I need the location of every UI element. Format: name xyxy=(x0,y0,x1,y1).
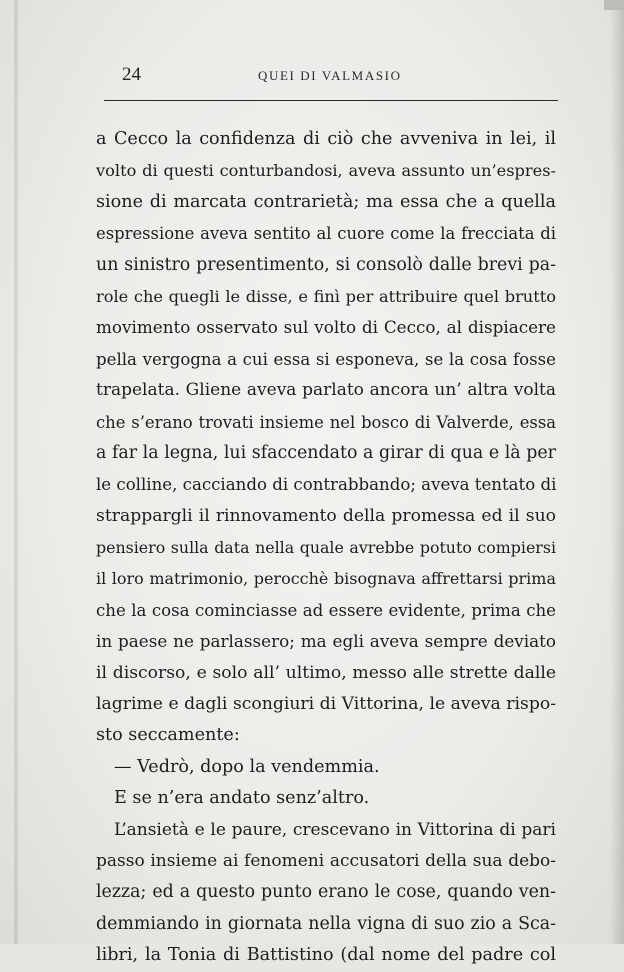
text-line: le colline, cacciando di contrabbando; aveva tentato di xyxy=(96,475,557,495)
text-line: che la cosa cominciasse ad essere evidente, prima che xyxy=(96,600,556,620)
header-rule xyxy=(104,100,558,101)
page-left-edge-shadow xyxy=(14,0,18,944)
page-header xyxy=(122,64,538,90)
text-line: libri, la Tonia di Battistino (dal nome del padre col xyxy=(96,945,556,966)
page-right-edge-shadow xyxy=(610,0,624,944)
text-line: — Vedrò, dopo la vendemmia. xyxy=(114,756,380,777)
text-line: L’ansietà e le paure, crescevano in Vittorina di pari xyxy=(114,819,556,840)
text-line: lezza; ed a questo punto erano le cose, quando ven- xyxy=(96,882,556,903)
text-line: trapelata. Gliene aveva parlato ancora un’ altra volta xyxy=(96,380,556,401)
text-line: che s’erano trovati insieme nel bosco di Valverde, essa xyxy=(96,412,556,432)
text-line: E se n’era andato senz’altro. xyxy=(114,788,370,809)
text-line: a Cecco la confidenza di ciò che avveniva in lei, il xyxy=(96,129,556,149)
text-line: un sinistro presentimento, si consolò dalle brevi pa- xyxy=(96,254,556,275)
text-line: passo insieme ai fenomeni accusatori della sua debo- xyxy=(96,850,556,871)
text-line: pensiero sulla data nella quale avrebbe potuto compiersi xyxy=(96,538,556,558)
text-line: role che quegli le disse, e finì per attribuire quel brutto xyxy=(96,286,556,306)
text-line: a far la legna, lui sfaccendato a girar di qua e là per xyxy=(96,442,556,463)
text-line: sione di marcata contrarietà; ma essa che a quella xyxy=(96,191,556,212)
text-line: pella vergogna a cui essa si esponeva, se la cosa fosse xyxy=(96,349,556,369)
text-line: in paese ne parlassero; ma egli aveva sempre deviato xyxy=(96,631,556,652)
text-line: demmiando in giornata nella vigna di suo zio a Sca- xyxy=(96,913,556,934)
text-line: strappargli il rinnovamento della promessa ed il suo xyxy=(96,505,556,526)
page-number: 24 xyxy=(122,64,141,85)
running-title: QUEI DI VALMASIO xyxy=(258,68,402,83)
text-line: lagrime e dagli scongiuri di Vittorina, le aveva rispo- xyxy=(96,694,556,715)
scan-corner-mark xyxy=(604,0,624,10)
text-line: volto di questi conturbandosi, aveva assunto un’espres- xyxy=(96,161,556,181)
text-line: il loro matrimonio, perocchè bisognava affrettarsi prima xyxy=(96,569,556,589)
text-line: sto seccamente: xyxy=(96,725,240,746)
text-line: il discorso, e solo all’ ultimo, messo alle strette dalle xyxy=(96,662,556,683)
text-line: movimento osservato sul volto di Cecco, al dispiacere xyxy=(96,317,556,338)
text-line: espressione aveva sentito al cuore come la frecciata di xyxy=(96,224,556,244)
body-text xyxy=(96,124,556,972)
